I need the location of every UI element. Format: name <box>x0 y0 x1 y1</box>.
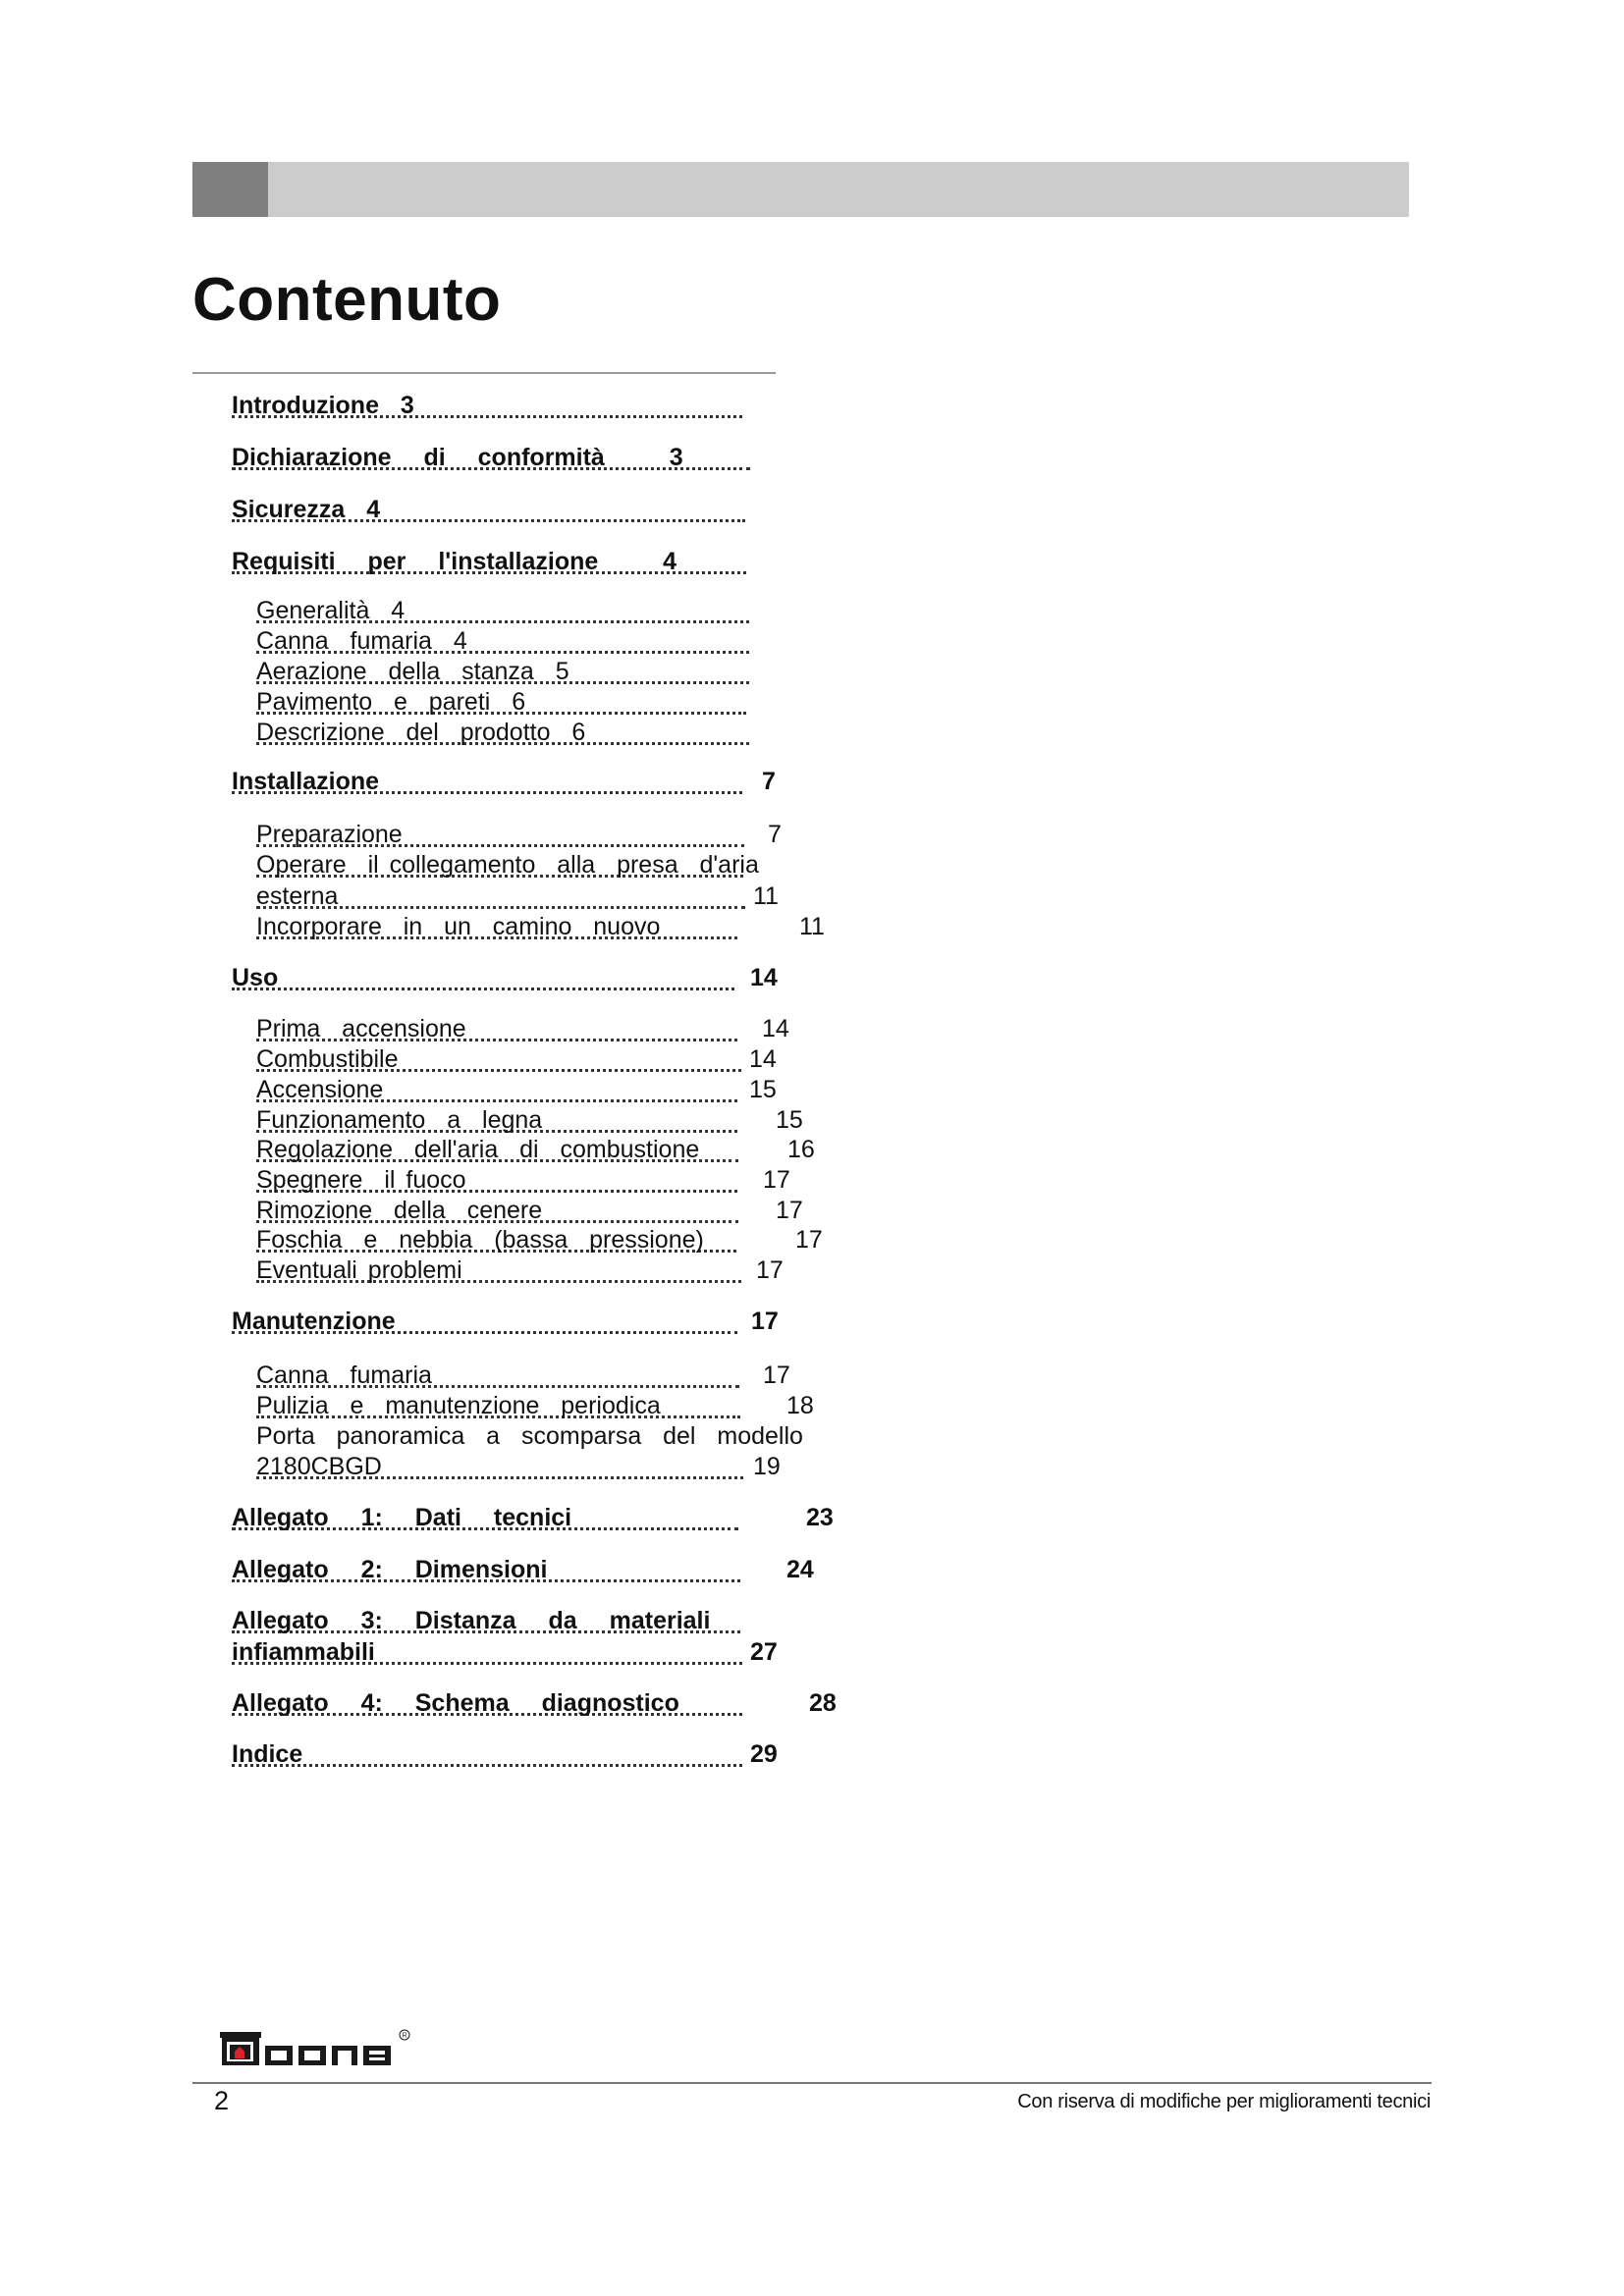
toc-entry-label: Canna fumaria <box>256 1362 432 1389</box>
toc-page-number: 7 <box>762 768 776 795</box>
toc-entry-label: Indice <box>232 1740 303 1768</box>
toc-entry-uso[interactable] <box>232 963 782 992</box>
toc-entry-operare[interactable] <box>256 850 759 880</box>
toc-page-number: 14 <box>762 1015 789 1042</box>
toc-page-number: 18 <box>786 1392 814 1419</box>
toc-entry-incorporare[interactable] <box>256 912 826 941</box>
toc-entry-generalita[interactable] <box>256 596 749 625</box>
toc-entry-indice[interactable] <box>232 1739 782 1769</box>
toc-entry-label: Accensione <box>256 1076 384 1103</box>
toc-page-number: 24 <box>786 1556 814 1583</box>
toc-entry-allegato-4[interactable] <box>232 1688 840 1718</box>
toc-page-number: 19 <box>753 1453 781 1480</box>
toc-entry-label: infiammabili <box>232 1638 375 1666</box>
leader-dots <box>232 1764 742 1767</box>
toc-entry-introduzione[interactable] <box>232 391 742 420</box>
toc-entry-label: Prima accensione <box>256 1015 466 1042</box>
toc-entry-canna-fumaria-pulizia[interactable] <box>256 1361 806 1390</box>
toc-entry-label: Installazione <box>232 768 380 795</box>
toc-page-number: 11 <box>753 882 779 910</box>
toc-entry-allegato-1[interactable] <box>232 1503 840 1532</box>
toc-entry-label: Preparazione <box>256 821 403 848</box>
toc-entry-label: Allegato 1: Dati tecnici <box>232 1504 572 1531</box>
toc-entry-label: Regolazione dell'aria di combustione <box>256 1136 700 1163</box>
toc-page-number: 17 <box>751 1308 779 1335</box>
toc-entry-requisiti[interactable] <box>232 547 746 576</box>
toc-page-number: 15 <box>749 1076 777 1103</box>
logo-house-icon <box>220 2032 261 2065</box>
toc-page-number: 17 <box>756 1256 784 1284</box>
toc-page-number: 17 <box>795 1226 823 1254</box>
toc-entry-descrizione[interactable] <box>256 718 749 747</box>
toc-entry-label: Dichiarazione di conformità 3 <box>232 444 683 471</box>
toc-entry-aerazione[interactable] <box>256 657 749 686</box>
toc-page-number: 17 <box>776 1197 803 1224</box>
toc-entry-pulizia[interactable] <box>256 1391 826 1420</box>
toc-entry-funzionamento[interactable] <box>256 1105 806 1135</box>
toc-entry-installazione[interactable] <box>232 767 782 796</box>
page-title: Contenuto <box>192 266 502 334</box>
toc-entry-label: Sicurezza 4 <box>232 496 381 523</box>
toc-entry-foschia[interactable] <box>256 1225 826 1255</box>
toc-entry-label: Allegato 2: Dimensioni <box>232 1556 548 1583</box>
toc-page-number: 14 <box>749 1045 777 1073</box>
toc-entry-porta-panoramica[interactable] <box>256 1421 803 1451</box>
toc-entry-label: Foschia e nebbia (bassa pressione) <box>256 1226 704 1254</box>
toc-entry-pavimento[interactable] <box>256 687 746 717</box>
title-divider <box>192 372 776 374</box>
toc-entry-label: Incorporare in un camino nuovo <box>256 913 661 940</box>
toc-page-number: 27 <box>750 1638 778 1666</box>
toc-entry-label: esterna <box>256 882 339 910</box>
toc-entry-label: Funzionamento a legna <box>256 1106 543 1134</box>
toc-entry-label: Allegato 4: Schema diagnostico <box>232 1689 679 1717</box>
toc-entry-modello[interactable] <box>256 1452 786 1481</box>
toc-entry-label: Requisiti per l'installazione 4 <box>232 548 677 575</box>
toc-page-number: 17 <box>763 1166 790 1194</box>
toc-entry-manutenzione[interactable] <box>232 1307 782 1336</box>
toc-entry-label: Allegato 3: Distanza da materiali <box>232 1607 711 1634</box>
toc-page-number: 15 <box>776 1106 803 1134</box>
toc-page-number: 16 <box>787 1136 815 1163</box>
toc-entry-dichiarazione[interactable] <box>232 443 750 472</box>
toc-entry-regolazione[interactable] <box>256 1135 826 1164</box>
toc-entry-label: Uso <box>232 964 279 991</box>
toc-entry-allegato-3[interactable] <box>232 1606 740 1635</box>
toc-entry-label: 2180CBGD <box>256 1453 382 1480</box>
toc-entry-label: Eventuali problemi <box>256 1256 462 1284</box>
page-number: 2 <box>214 2086 230 2115</box>
toc-entry-canna-fumaria[interactable] <box>256 626 749 656</box>
toc-entry-infiammabili[interactable] <box>232 1637 782 1667</box>
toc-entry-label: Canna fumaria 4 <box>256 627 467 655</box>
dovre-logo <box>220 2028 412 2067</box>
toc-entry-label: Generalità 4 <box>256 597 406 624</box>
svg-text:R: R <box>402 2032 407 2040</box>
toc-entry-label: Descrizione del prodotto 6 <box>256 719 586 746</box>
toc-page-number: 28 <box>809 1689 837 1717</box>
toc-entry-label: Manutenzione <box>232 1308 396 1335</box>
toc-entry-rimozione[interactable] <box>256 1196 806 1225</box>
toc-entry-label: Rimozione della cenere <box>256 1197 543 1224</box>
toc-entry-label: Pavimento e pareti 6 <box>256 688 526 716</box>
header-accent-block <box>192 162 268 217</box>
toc-entry-sicurezza[interactable] <box>232 495 745 524</box>
toc-entry-prima-accensione[interactable] <box>256 1014 806 1043</box>
footer-divider <box>192 2082 1432 2084</box>
toc-entry-label: Porta panoramica a scomparsa del modello <box>256 1422 803 1450</box>
toc-entry-eventuali-problemi[interactable] <box>256 1255 806 1285</box>
footer-note: Con riserva di modifiche per miglioramenti tecnici <box>1017 2091 1431 2112</box>
toc-entry-label: Combustibile <box>256 1045 399 1073</box>
toc-entry-preparazione[interactable] <box>256 820 786 849</box>
toc-entry-label: Aerazione della stanza 5 <box>256 658 569 685</box>
leader-dots <box>232 988 734 990</box>
toc-page-number: 7 <box>768 821 782 848</box>
header-bar <box>192 162 1409 217</box>
toc-page-number: 14 <box>750 964 778 991</box>
toc-entry-label: Operare il collegamento alla presa d'aria <box>256 851 759 879</box>
toc-entry-label: Pulizia e manutenzione periodica <box>256 1392 661 1419</box>
toc-entry-accensione[interactable] <box>256 1075 786 1104</box>
toc-entry-allegato-2[interactable] <box>232 1555 821 1584</box>
toc-page-number: 29 <box>750 1740 778 1768</box>
toc-page-number: 11 <box>799 913 825 940</box>
toc-entry-label: Spegnere il fuoco <box>256 1166 466 1194</box>
toc-page-number: 17 <box>763 1362 790 1389</box>
toc-page-number: 23 <box>806 1504 834 1531</box>
toc-entry-esterna[interactable] <box>256 881 786 911</box>
toc-entry-label: Introduzione 3 <box>232 392 414 419</box>
toc-entry-combustibile[interactable] <box>256 1044 786 1074</box>
toc-entry-spegnere[interactable] <box>256 1165 806 1195</box>
